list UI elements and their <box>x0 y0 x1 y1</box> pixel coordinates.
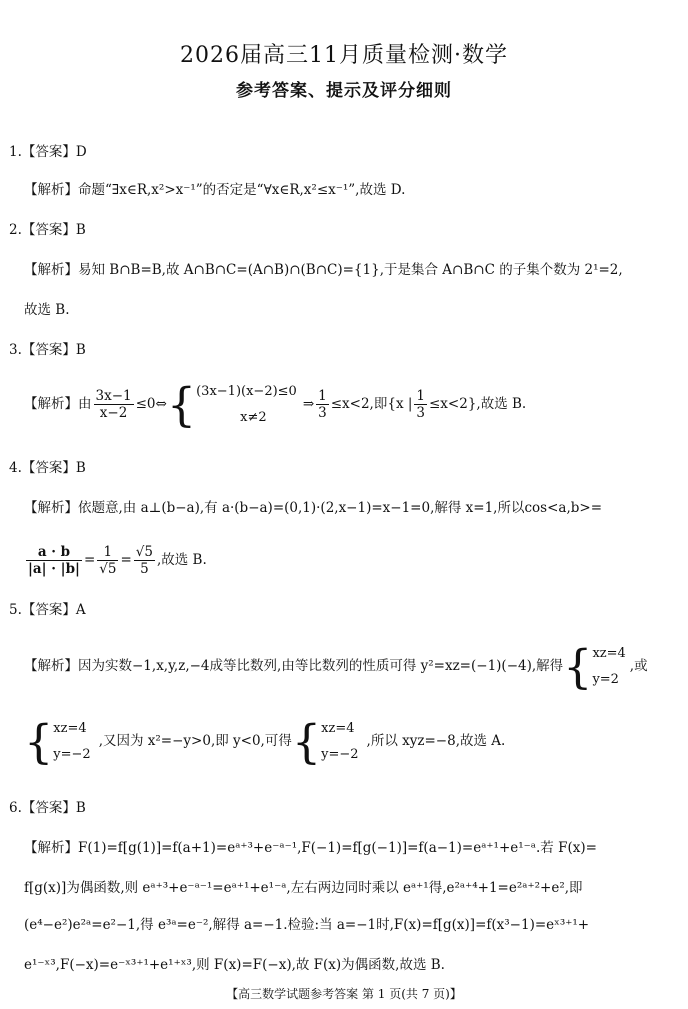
page-subtitle: 参考答案、提示及评分细则 <box>236 81 452 101</box>
q4-answer: 4.【答案】B <box>9 460 86 476</box>
q5-answer: 5.【答案】A <box>9 602 86 618</box>
q4-frac3-den: 5 <box>140 561 149 577</box>
q6-analysis-line1: 【解析】F(1)=f[g(1)]=f(a+1)=eᵃ⁺³+e⁻ᵃ⁻¹,F(−1)=f[g(−1)]=f(a−1)=eᵃ⁺¹+e¹⁻ᵃ.若 F(x)= <box>24 840 597 856</box>
q5-brace-c-icon: { <box>291 714 322 769</box>
q4-frac3 <box>134 544 155 577</box>
q2-analysis-line1: 【解析】易知 B∩B=B,故 A∩B∩C=(A∩B)∩(B∩C)={1},于是集合 A∩B∩C 的子集个数为 2¹=2, <box>24 262 623 278</box>
q4-eq1: = <box>83 552 96 568</box>
q6-answer: 6.【答案】B <box>9 800 86 816</box>
page-title: 2026届高三11月质量检测·数学 <box>180 43 508 68</box>
q5-sysB-row1: xz=4 <box>53 720 87 736</box>
q5-sysA-row1: xz=4 <box>592 645 626 661</box>
q3-set-tail: ≤x<2},故选 B. <box>429 396 527 412</box>
q3-set-fraction <box>414 388 427 421</box>
q5-system-c <box>321 716 358 768</box>
q6-analysis-line3: (e⁴−e²)e²ᵃ=e²−1,得 e³ᵃ=e⁻²,解得 a=−1.检验:当 a=−1时,F(x)=f[g(x)]=f(x³−1)=eˣ³⁺¹+ <box>24 917 590 933</box>
q4-frac2 <box>97 544 118 577</box>
q3-res-tail: ≤x<2,即{x | <box>330 396 413 412</box>
q1-answer: 1.【答案】D <box>9 144 87 160</box>
q5-system-b <box>53 716 90 768</box>
q3-system <box>196 379 297 431</box>
q5-or: ,或 <box>629 658 648 674</box>
q6-analysis-line2: f[g(x)]为偶函数,则 eᵃ⁺³+e⁻ᵃ⁻¹=eᵃ⁺¹+e¹⁻ᵃ,左右两边同时乘以 eᵃ⁺¹得,e²ᵃ⁺⁴+1=e²ᵃ⁺²+e²,即 <box>24 880 583 896</box>
q5-sysB-row2: y=−2 <box>53 746 91 762</box>
q3-res-den: 3 <box>318 405 327 421</box>
q5-brace-a-icon: { <box>563 639 593 694</box>
q4-eq2: = <box>120 552 132 568</box>
q6-analysis-line4: e¹⁻ˣ³,F(−x)=e⁻ˣ³⁺¹+e¹⁺ˣ³,则 F(x)=F(−x),故 F(x)为偶函数,故选 B. <box>24 957 445 973</box>
q5-end: ,所以 xyz=−8,故选 A. <box>366 733 506 749</box>
q4-tail: ,故选 B. <box>156 552 207 568</box>
q3-frac-den: x−2 <box>99 405 128 421</box>
q3-sys-row2: x≠2 <box>240 409 267 425</box>
q3-arrow: ⇒ <box>302 396 315 412</box>
q5-text1: 【解析】因为实数−1,x,y,z,−4成等比数列,由等比数列的性质可得 y²=xz=(−1)(−4),解得 <box>24 658 564 674</box>
q5-sysC-row2: y=−2 <box>321 746 359 762</box>
page-footer: 【高三数学试题参考答案 第 1 页(共 7 页)】 <box>226 987 462 1001</box>
q5-sysC-row1: xz=4 <box>321 720 355 736</box>
q3-fraction <box>94 388 134 421</box>
q5-analysis-line1 <box>24 640 648 693</box>
q5-system-a <box>592 641 625 693</box>
q3-frac-num: 3x−1 <box>95 388 132 404</box>
q5-brace-b-icon: { <box>24 714 54 769</box>
q1-analysis: 【解析】命题“∃x∈R,x²>x⁻¹”的否定是“∀x∈R,x²≤x⁻¹”,故选 D. <box>24 182 406 198</box>
q4-frac1-den: |a| · |b| <box>28 561 80 577</box>
q3-lead: 【解析】由 <box>24 396 92 412</box>
q2-answer: 2.【答案】B <box>9 222 86 238</box>
q3-set-num: 1 <box>416 388 425 404</box>
q4-frac2-num: 1 <box>97 544 118 561</box>
q3-set-den: 3 <box>416 405 425 421</box>
q3-answer: 3.【答案】B <box>9 342 86 358</box>
q4-frac1 <box>26 544 82 577</box>
q4-frac2-den: √5 <box>99 561 117 577</box>
q3-res-fraction <box>316 388 329 421</box>
q4-frac3-num: √5 <box>135 544 153 560</box>
q2-analysis-line2: 故选 B. <box>24 302 70 318</box>
q4-analysis-line1: 【解析】依题意,由 a⊥(b−a),有 a·(b−a)=(0,1)·(2,x−1)=x−1=0,解得 x=1,所以cos<a,b>= <box>24 500 603 516</box>
q3-res-num: 1 <box>318 388 327 404</box>
q3-le0: ≤0⇔ <box>135 396 167 412</box>
q4-analysis-line2 <box>24 540 207 580</box>
q4-frac1-num: a · b <box>26 544 82 561</box>
q5-mid: ,又因为 x²=−y>0,即 y<0,可得 <box>98 733 292 749</box>
q3-sys-row1: (3x−1)(x−2)≤0 <box>196 383 297 399</box>
q3-analysis <box>24 378 526 431</box>
q5-analysis-line2 <box>24 715 505 768</box>
q3-brace-icon: { <box>166 377 197 432</box>
q5-sysA-row2: y=2 <box>592 671 619 687</box>
